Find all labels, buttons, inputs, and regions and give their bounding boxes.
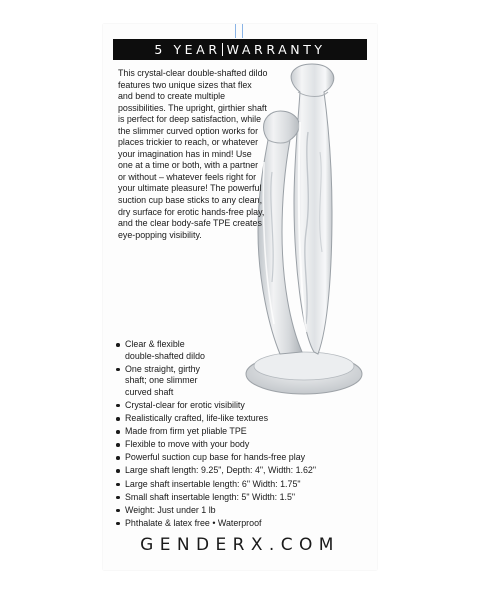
feature-item: Clear & flexible double-shafted dildo	[116, 339, 378, 362]
brand-website-link[interactable]: GENDERX.COM	[140, 535, 340, 555]
print-guide-line	[242, 24, 243, 38]
feature-item: Crystal-clear for erotic visibility	[116, 400, 378, 412]
warranty-banner-years: 5 YEAR	[154, 42, 221, 57]
product-description: This crystal-clear double-shafted dildo features two unique sizes that flex and bend to create multiple possibilities. The upright, girthier shaft is perfect for deep satisfaction, while the slimmer curved option works for places trickier to reach, or whatever your imagination has in mind! Use one at a time or both, with a partner or without – whatever feels right for your ultimate pleasure! The powerful suction cup base sticks to any clean, dry surface for erotic hands-free play, and the clear body-safe TPE creates eye-popping visibility.	[118, 68, 268, 240]
feature-item: Made from firm yet pliable TPE	[116, 426, 378, 438]
feature-item: Phthalate & latex free • Waterproof	[116, 518, 378, 530]
feature-item: Powerful suction cup base for hands-free play	[116, 452, 378, 464]
feature-item: Realistically crafted, life-like textures	[116, 413, 378, 425]
warranty-banner	[113, 39, 367, 60]
banner-divider	[222, 43, 223, 56]
feature-item: Weight: Just under 1 lb	[116, 505, 378, 517]
feature-item: One straight, girthy shaft; one slimmer curved shaft	[116, 364, 378, 399]
warranty-banner-label: WARRANTY	[226, 42, 326, 57]
feature-item: Flexible to move with your body	[116, 439, 378, 451]
print-guide-line	[235, 24, 236, 38]
feature-item: Large shaft insertable length: 6" Width: 1.75"	[116, 479, 378, 491]
feature-item: Large shaft length: 9.25", Depth: 4", Width: 1.62"	[116, 465, 378, 477]
feature-list	[116, 339, 378, 531]
feature-item: Small shaft insertable length: 5" Width: 1.5"	[116, 492, 378, 504]
